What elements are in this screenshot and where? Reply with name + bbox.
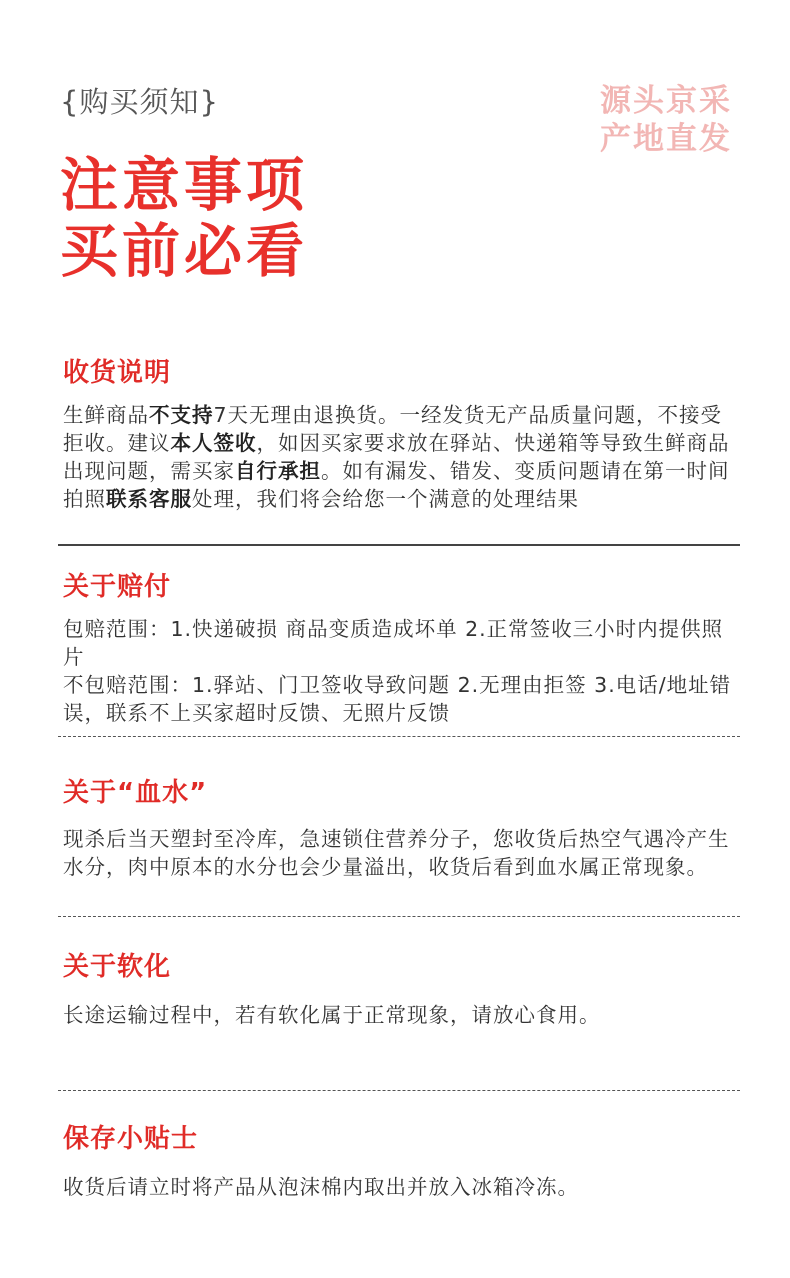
body-text: ，如因买家要求放在驿站、快递箱等导致生鲜商品出现问题，需买家 — [63, 431, 730, 483]
slogan-line-1: 源头京采 — [600, 83, 732, 119]
body-text: 7天无理由退换货。一经发货无产品质量问题，不接受拒收。建议 — [63, 403, 723, 455]
title-line-1: 注意事项 — [60, 151, 309, 219]
body-text: 。如有漏发、错发、变质问题请在第一时间拍照 — [63, 459, 730, 511]
section-storage-tips — [63, 1118, 735, 1201]
emphasis-not-supported: 不支持 — [149, 403, 214, 427]
section-body-softening: 长途运输过程中，若有软化属于正常现象，请放心食用。 — [63, 1003, 601, 1027]
body-text: 生鲜商品 — [63, 403, 149, 427]
slogan — [600, 82, 732, 158]
section-compensation — [63, 566, 735, 727]
title-line-2: 买前必看 — [60, 217, 309, 285]
section-body-receiving — [63, 401, 735, 513]
emphasis-self-bear: 自行承担 — [235, 459, 321, 483]
divider — [58, 736, 740, 737]
section-body-storage-tips: 收货后请立时将产品从泡沫棉内取出并放入冰箱冷冻。 — [63, 1175, 579, 1199]
compensation-not-covered: 不包赔范围：1.驿站、门卫签收导致问题 2.无理由拒签 3.电话/地址错误，联系不上买家超时反馈、无照片反馈 — [63, 673, 732, 725]
body-text: 处理，我们将会给您一个满意的处理结果 — [192, 487, 579, 511]
compensation-covered: 包赔范围：1.快递破损 商品变质造成坏单 2.正常签收三小时内提供照片 — [63, 617, 724, 669]
section-title-storage-tips: 保存小贴士 — [63, 1124, 199, 1154]
section-receiving — [63, 352, 735, 513]
header — [0, 0, 790, 330]
section-blood-water — [63, 772, 735, 881]
section-title-blood-water: 关于“血水” — [63, 778, 208, 808]
divider — [58, 544, 740, 546]
divider — [58, 1090, 740, 1091]
page-title — [60, 152, 308, 284]
slogan-line-2: 产地直发 — [600, 121, 732, 157]
emphasis-contact-service: 联系客服 — [106, 487, 192, 511]
tagline: {购买须知} — [60, 85, 219, 119]
section-body-blood-water: 现杀后当天塑封至冷库，急速锁住营养分子，您收货后热空气遇冷产生水分，肉中原本的水分也会少量溢出，收货后看到血水属正常现象。 — [63, 827, 730, 879]
section-title-softening: 关于软化 — [63, 952, 172, 982]
emphasis-self-sign: 本人签收 — [170, 431, 257, 455]
section-body-compensation — [63, 615, 735, 727]
divider — [58, 916, 740, 917]
section-softening — [63, 946, 735, 1029]
section-title-compensation: 关于赔付 — [63, 572, 172, 602]
section-title-receiving: 收货说明 — [63, 358, 172, 388]
